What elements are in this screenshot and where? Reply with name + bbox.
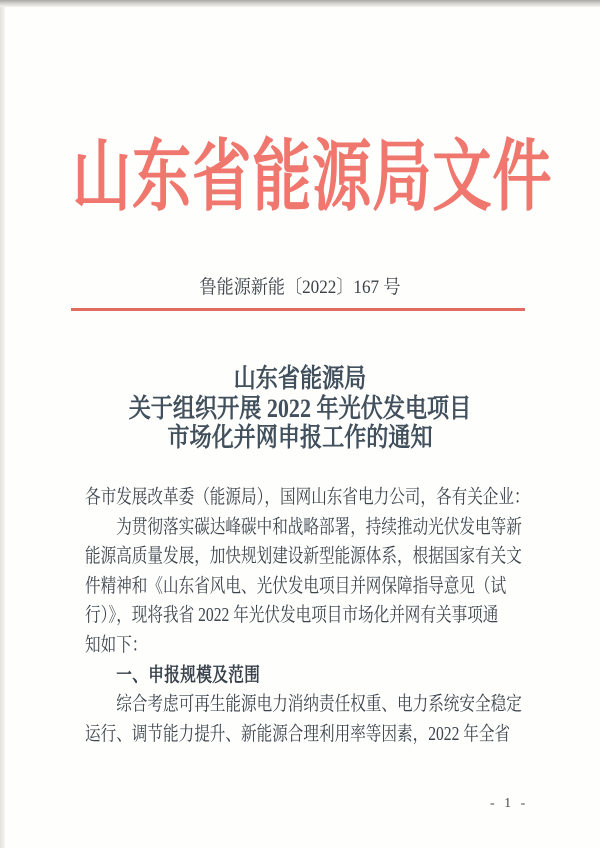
body-line: 件精神和《山东省风电、光伏发电项目并网保障指导意见（试 bbox=[85, 575, 507, 597]
salutation-line: 各市发展改革委（能源局），国网山东省电力公司，各有关企业： bbox=[85, 487, 530, 508]
section-heading: 一、申报规模及范围 bbox=[116, 663, 261, 686]
document-number: 鲁能源新能〔2022〕167 号 bbox=[199, 277, 401, 298]
body-line: 知如下： bbox=[85, 634, 148, 656]
body-line: 行）》，现将我省 2022 年光伏发电项目市场化并网有关事项通 bbox=[85, 605, 499, 627]
notice-body bbox=[85, 483, 597, 749]
letterhead-divider bbox=[71, 308, 525, 311]
scan-left-edge bbox=[0, 7, 5, 848]
body-line: 为贯彻落实碳达峰碳中和战略部署，持续推动光伏发电等新 bbox=[116, 516, 522, 538]
body-line: 综合考虑可再生能源电力消纳责任权重、电力系统安全稳定 bbox=[116, 694, 522, 716]
body-line: 运行、调节能力提升、新能源合理利用率等因素，2022 年全省 bbox=[85, 723, 511, 745]
notice-title-line: 市场化并网申报工作的通知 bbox=[167, 423, 433, 452]
body-line: 能源高质量发展，加快规划建设新型能源体系，根据国家有关文 bbox=[85, 546, 522, 568]
scan-top-edge bbox=[0, 0, 600, 7]
notice-title-line: 关于组织开展 2022 年光伏发电项目 bbox=[128, 393, 472, 423]
notice-title-line: 山东省能源局 bbox=[233, 364, 367, 393]
notice-title bbox=[45, 364, 555, 453]
page-number: - 1 - bbox=[490, 796, 529, 811]
letterhead-title: 山东省能源局文件 bbox=[72, 133, 553, 220]
